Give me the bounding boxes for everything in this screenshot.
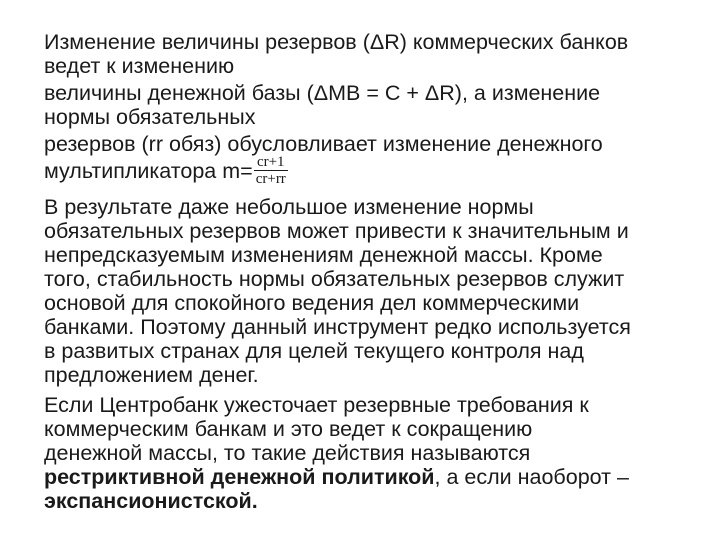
text-line [44,489,676,513]
text-line: денежной массы, то такие действия называются [44,441,531,465]
text-line: коммерческим банкам и это ведет к сокращению [44,417,533,441]
text-line: нормы обязательных [44,105,256,129]
text-line: в развитых странах для целей текущего контроля над [44,339,584,363]
paragraph-monetary-base [44,81,676,129]
term-restrictive-policy: рестриктивной денежной политикой [44,465,435,489]
text-line: Изменение величины резервов (ΔR) коммерческих банков [44,30,629,54]
term-expansionary: экспансионистской. [44,489,258,513]
text-line: резервов (rr обяз) обусловливает изменение денежного [44,132,603,156]
text-fragment: мультипликатора m= [44,159,253,184]
text-fragment: , а если наоборот – [434,465,629,489]
text-line: непредсказуемым изменениям денежной массы. Кроме [44,243,603,267]
text-line: банками. Поэтому данный инструмент редко используется [44,315,631,339]
paragraph-multiplier [44,132,676,189]
text-line: ведет к изменению [44,54,235,78]
text-line: В результате даже небольшое изменение нормы [44,195,534,219]
fraction-denominator: cr+rr [255,171,286,187]
text-line: предложением денег. [44,363,259,387]
paragraph-restrictive-policy [44,393,676,513]
fraction-numerator: cr+1 [254,154,288,171]
text-line: Если Центробанк ужесточает резервные требования к [44,393,589,417]
text-line: основой для спокойного ведения дел коммерческими [44,291,580,315]
text-line: величины денежной базы (ΔMB = C + ΔR), а изменение [44,81,601,105]
text-line: того, стабильность нормы обязательных резервов служит [44,267,625,291]
text-line: обязательных резервов может привести к значительным и [44,219,629,243]
multiplier-fraction [254,154,288,187]
multiplier-formula-line [44,156,676,189]
paragraph-consequences [44,195,676,387]
text-line [44,465,676,489]
paragraph-reserve-change [44,30,676,78]
